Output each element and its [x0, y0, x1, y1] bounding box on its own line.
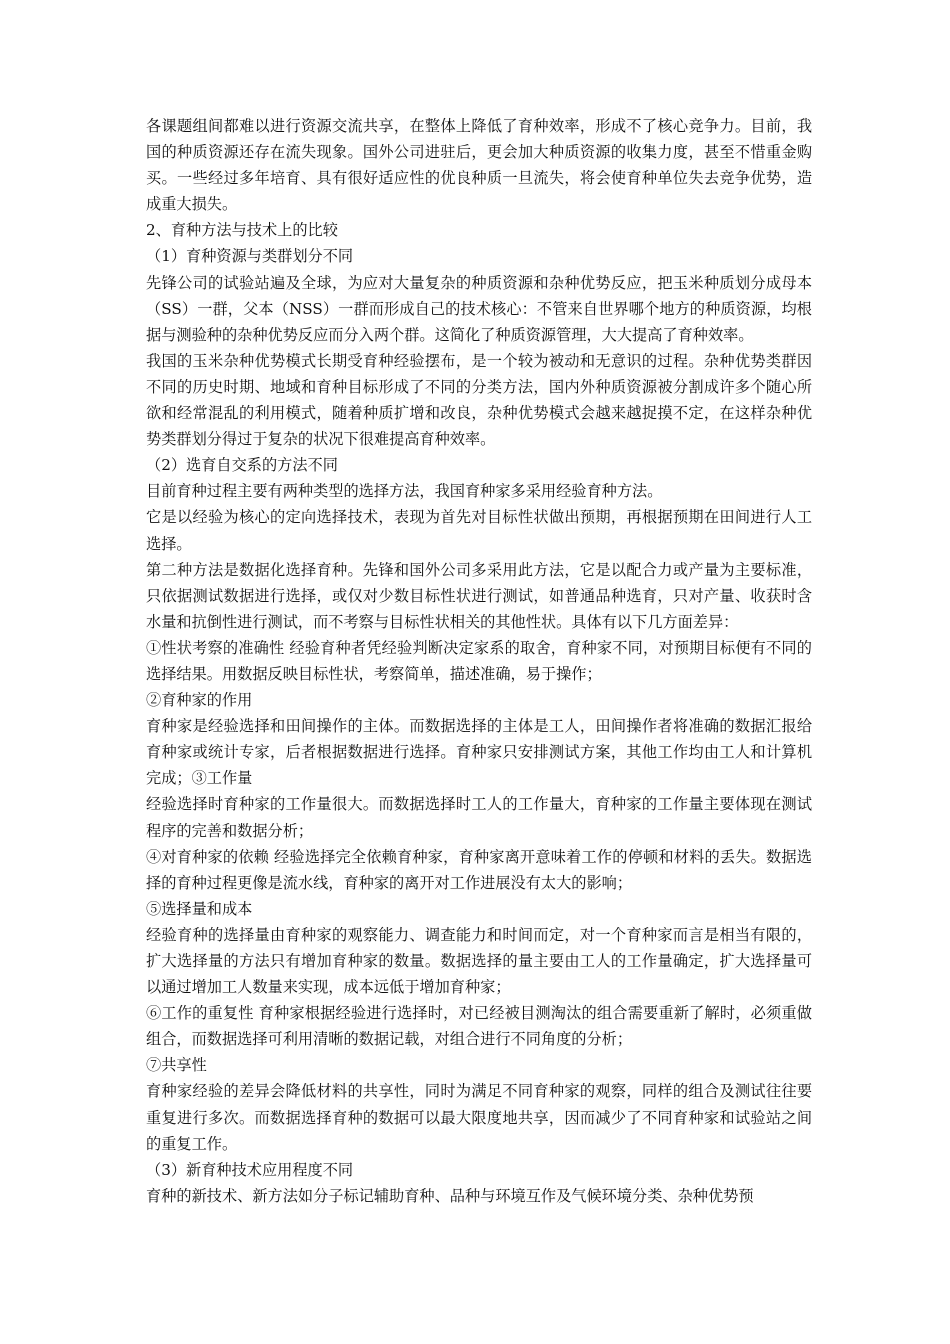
paragraph-pioneer-groups: 先锋公司的试验站遍及全球，为应对大量复杂的种质资源和杂种优势反应，把玉米种质划分成母本（SS）一群，父本（NSS）一群而形成自己的技术核心：不管来自世界哪个地方的种质资源，均根据与测验种的杂种优势反应而分入两个群。这简化了种质资源管理，大大提高了育种效率。 — [146, 273, 812, 344]
paragraph-breeder-role: 育种家是经验选择和田间操作的主体。而数据选择的主体是工人，田间操作者将准确的数据汇报给育种家或统计专家，后者根据数据进行选择。育种家只安排测试方案，其他工作均由工人和计算机完成；③工作量 — [146, 717, 812, 788]
paragraph-dependence: ④对育种家的依赖 经验选择完全依赖育种家，育种家离开意味着工作的停顿和材料的丢失。数据选择的育种过程更像是流水线，育种家的离开对工作进展没有太大的影响； — [146, 847, 812, 892]
item-volume-cost: ⑤选择量和成本 — [146, 899, 253, 918]
paragraph-sharing: 育种家经验的差异会降低材料的共享性，同时为满足不同育种家的观察，同样的组合及测试往往要重复进行多次。而数据选择育种的数据可以最大限度地共享，因而减少了不同育种家和试验站之间的重复工作。 — [146, 1082, 812, 1153]
paragraph-new-tech: 育种的新技术、新方法如分子标记辅助育种、品种与环境互作及气候环境分类、杂种优势预 — [146, 1186, 754, 1205]
paragraph-experience-method: 它是以经验为核心的定向选择技术，表现为首先对目标性状做出预期，再根据预期在田间进行人工选择。 — [146, 508, 812, 553]
subheading-resources-groups: （1）育种资源与类群划分不同 — [146, 247, 354, 266]
paragraph-accuracy: ①性状考察的准确性 经验育种者凭经验判断决定家系的取舍，育种家不同，对预期目标便有不同的选择结果。用数据反映目标性状，考察简单，描述准确，易于操作； — [146, 638, 812, 683]
paragraph-workload: 经验选择时育种家的工作量很大。而数据选择时工人的工作量大，育种家的工作量主要体现在测试程序的完善和数据分析； — [146, 795, 812, 840]
item-breeder-role: ②育种家的作用 — [146, 691, 253, 710]
section-heading-methods: 2、育种方法与技术上的比较 — [146, 221, 338, 240]
subheading-new-tech: （3）新育种技术应用程度不同 — [146, 1160, 354, 1179]
paragraph-repeatability: ⑥工作的重复性 育种家根据经验进行选择时，对已经被目测淘汰的组合需要重新了解时，必须重做组合，而数据选择可利用清晰的数据记载，对组合进行不同角度的分析； — [146, 1004, 812, 1049]
paragraph-two-methods: 目前育种过程主要有两种类型的选择方法，我国育种家多采用经验育种方法。 — [146, 482, 663, 501]
subheading-inbred-selection: （2）选育自交系的方法不同 — [146, 456, 338, 475]
document-body — [146, 113, 812, 1209]
item-sharing: ⑦共享性 — [146, 1056, 207, 1075]
paragraph-volume-cost: 经验育种的选择量由育种家的观察能力、调查能力和时间而定，对一个育种家而言是相当有限的，扩大选择量的方法只有增加育种家的数量。数据选择的量主要由工人的工作量确定，扩大选择量可以通过增加工人数量来实现，成本远低于增加育种家； — [146, 925, 812, 997]
paragraph-resource-sharing: 各课题组间都难以进行资源交流共享，在整体上降低了育种效率，形成不了核心竞争力。目前，我国的种质资源还存在流失现象。国外公司进驻后，更会加大种质资源的收集力度，甚至不惜重金购买。一些经过多年培育、具有很好适应性的优良种质一旦流失，将会使育种单位失去竞争优势，造成重大损失。 — [146, 117, 812, 214]
paragraph-china-heterosis: 我国的玉米杂种优势模式长期受育种经验摆布，是一个较为被动和无意识的过程。杂种优势类群因不同的历史时期、地域和育种目标形成了不同的分类方法，国内外种质资源被分割成许多个随心所欲和经常混乱的利用模式，随着种质扩增和改良，杂种优势模式会越来越捉摸不定，在这样杂种优势类群划分得过于复杂的状况下很难提高育种效率。 — [146, 351, 812, 449]
paragraph-data-method: 第二种方法是数据化选择育种。先锋和国外公司多采用此方法，它是以配合力或产量为主要标准，只依据测试数据进行选择，或仅对少数目标性状进行测试，如普通品种选育，只对产量、收获时含水量和抗倒性进行测试，而不考察与目标性状相关的其他性状。具体有以下几方面差异： — [146, 560, 812, 631]
